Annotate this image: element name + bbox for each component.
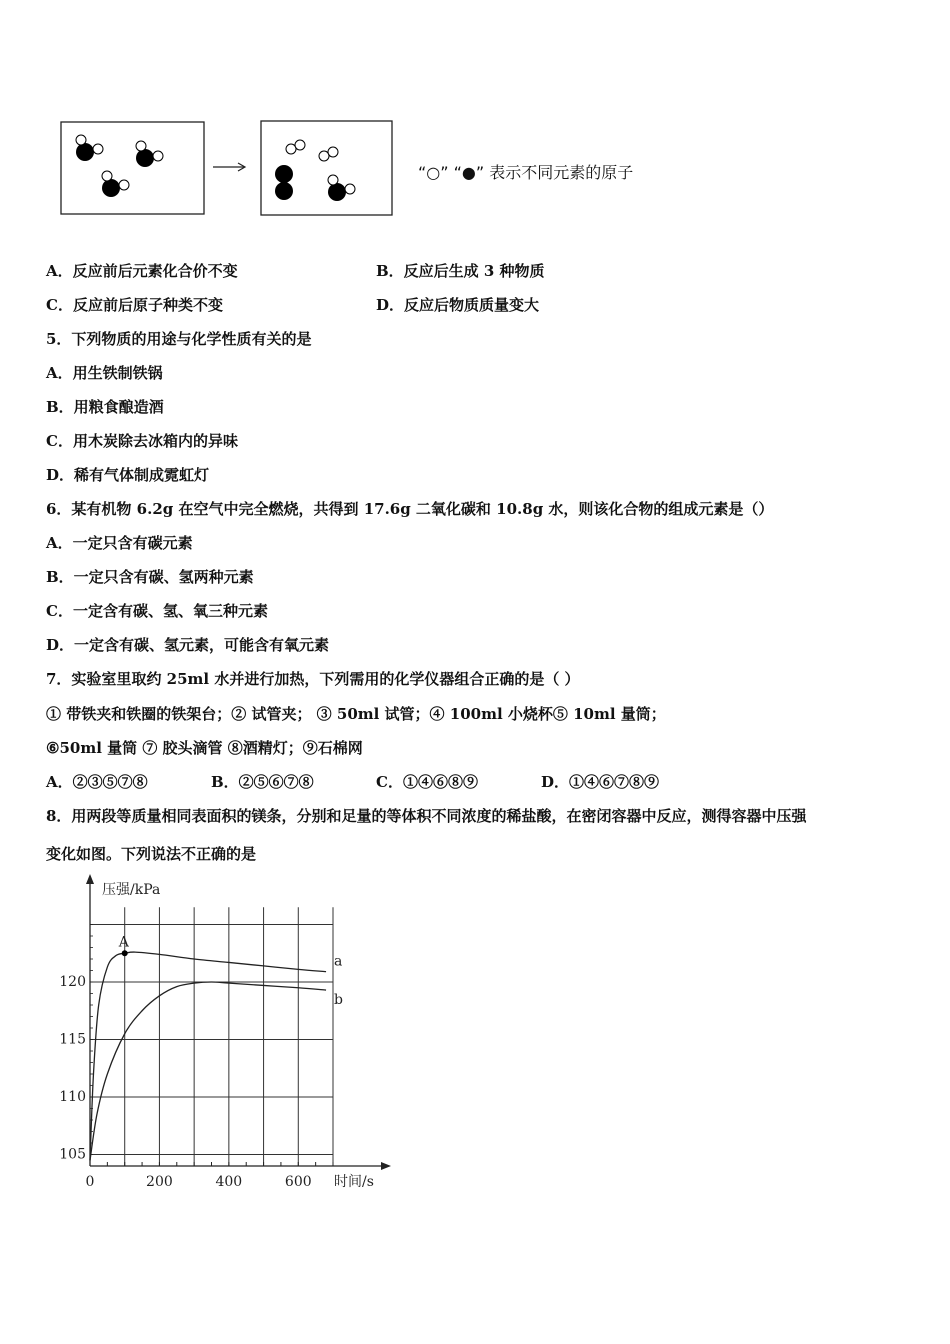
q7-option-c: C．①④⑥⑧⑨ bbox=[376, 773, 478, 791]
q6-option-d: D．一定含有碳、氢元素，可能含有氧元素 bbox=[46, 636, 330, 654]
legend-text: “○” “●” 表示不同元素的原子 bbox=[418, 163, 634, 182]
reactant-molecule bbox=[102, 171, 129, 197]
x-tick-label: 600 bbox=[284, 1174, 312, 1190]
series-line-b bbox=[90, 982, 326, 1160]
q6-stem: 6．某有机物 6.2g 在空气中完全燃烧，共得到 17.6g 二氧化碳和 10.8g 水，则该化合物的组成元素是（） bbox=[46, 500, 774, 518]
product-molecule bbox=[319, 147, 338, 161]
y-axis-arrow bbox=[86, 874, 94, 884]
reaction-arrow bbox=[213, 163, 245, 171]
q7-option-d: D．①④⑥⑦⑧⑨ bbox=[541, 773, 660, 791]
q5-option-a: A．用生铁制铁锅 bbox=[46, 364, 163, 382]
product-molecule bbox=[286, 140, 305, 154]
q4-option-d: D．反应后物质质量变大 bbox=[376, 296, 540, 314]
q7-option-a: A．②③⑤⑦⑧ bbox=[46, 773, 148, 791]
q7-items-line1: ① 带铁夹和铁圈的铁架台；② 试管夹； ③ 50ml 试管；④ 100ml 小烧杯⑤ 10ml 量筒； bbox=[46, 705, 666, 723]
y-axis-label: 压强/kPa bbox=[102, 882, 161, 898]
q5-option-c: C．用木炭除去冰箱内的异味 bbox=[46, 432, 238, 450]
q6-option-c: C．一定含有碳、氢、氧三种元素 bbox=[46, 602, 268, 620]
y-tick-label: 115 bbox=[59, 1031, 86, 1048]
product-molecule bbox=[328, 175, 355, 201]
q4-option-a: A．反应前后元素化合价不变 bbox=[46, 262, 238, 280]
x-tick-label: 400 bbox=[215, 1174, 243, 1190]
point-a-marker bbox=[122, 950, 128, 956]
q5-stem: 5．下列物质的用途与化学性质有关的是 bbox=[46, 330, 312, 348]
q8-stem-line2: 变化如图。下列说法不正确的是 bbox=[46, 845, 257, 863]
y-tick-label: 120 bbox=[59, 974, 86, 990]
q7-option-b: B．②⑤⑥⑦⑧ bbox=[211, 773, 314, 791]
series-line-a bbox=[90, 952, 326, 1160]
q5-option-b: B．用粮食酿造酒 bbox=[46, 398, 164, 416]
reactant-molecule bbox=[76, 135, 103, 161]
q7-items-line2: ⑥50ml 量筒 ⑦ 胶头滴管 ⑧酒精灯；⑨石棉网 bbox=[46, 739, 363, 757]
pressure-chart bbox=[40, 872, 440, 1202]
q4-option-c: C．反应前后原子种类不变 bbox=[46, 296, 223, 314]
product-molecule bbox=[275, 165, 293, 200]
reaction-diagram bbox=[58, 118, 478, 228]
atom-legend bbox=[418, 160, 633, 183]
x-tick-label: 200 bbox=[146, 1174, 173, 1190]
point-a-label: A bbox=[118, 934, 129, 951]
q4-option-b: B．反应后生成 3 种物质 bbox=[376, 262, 545, 280]
y-tick-label: 105 bbox=[59, 1146, 86, 1163]
series-label-a: a bbox=[334, 953, 343, 970]
series-label-b: b bbox=[334, 992, 344, 1009]
x-tick-label: 0 bbox=[85, 1174, 95, 1190]
reactant-molecule bbox=[136, 141, 163, 167]
q5-option-d: D．稀有气体制成霓虹灯 bbox=[46, 466, 210, 484]
x-axis-arrow bbox=[381, 1162, 391, 1170]
q6-option-b: B．一定只含有碳、氢两种元素 bbox=[46, 568, 254, 586]
q7-stem: 7．实验室里取约 25ml 水并进行加热，下列需用的化学仪器组合正确的是（ ） bbox=[46, 670, 580, 688]
q6-option-a: A．一定只含有碳元素 bbox=[46, 534, 193, 552]
x-axis-label: 时间/s bbox=[334, 1174, 374, 1190]
q8-stem-line1: 8．用两段等质量相同表面积的镁条，分别和足量的等体积不同浓度的稀盐酸，在密闭容器中反应，测得容器中压强 bbox=[46, 807, 807, 825]
y-tick-label: 110 bbox=[59, 1089, 86, 1105]
